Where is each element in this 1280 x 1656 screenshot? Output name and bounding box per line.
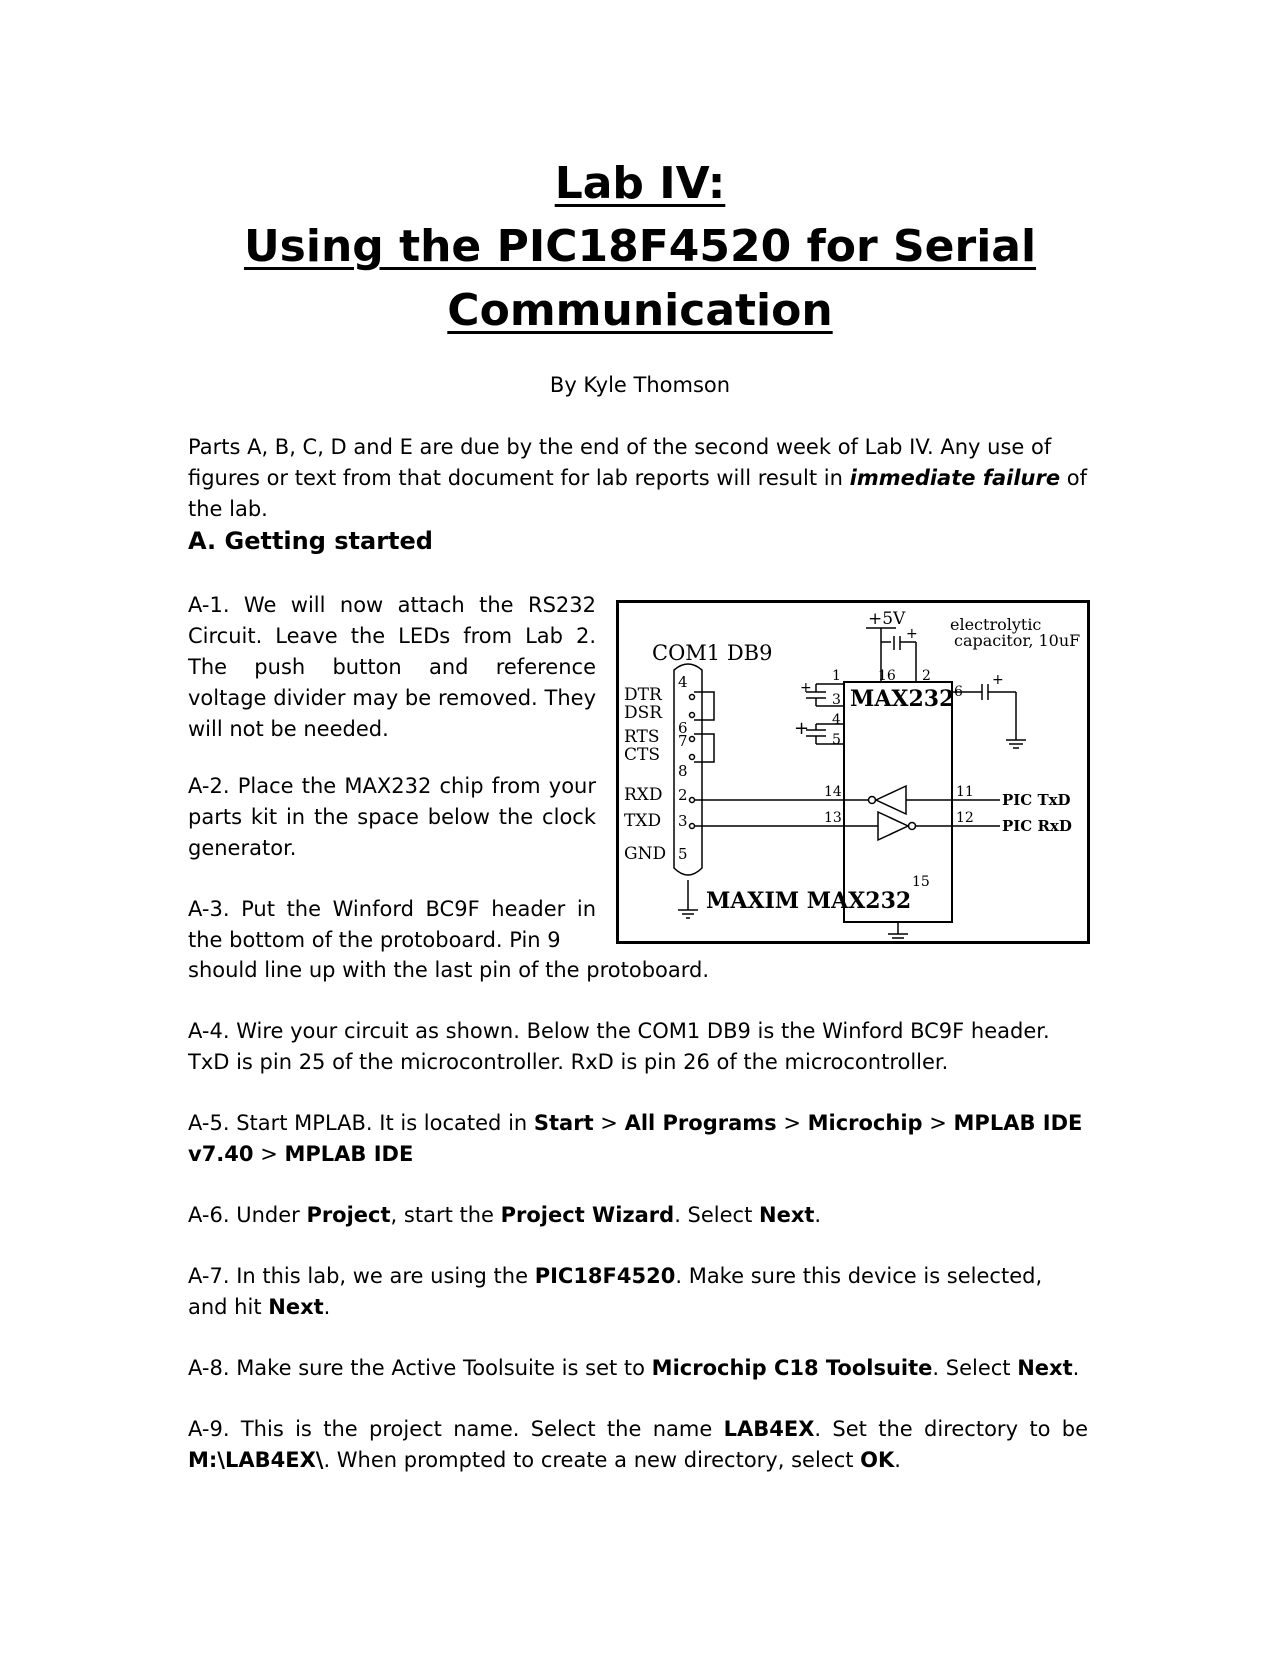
pic-rxd-label: PIC RxD bbox=[1002, 817, 1072, 835]
vcc-label: +5V bbox=[868, 609, 906, 629]
pin-label-rts: RTS bbox=[624, 727, 660, 747]
cap-plus-1: + bbox=[800, 680, 812, 696]
chip-label: MAX232 bbox=[850, 686, 955, 712]
chip-pin-6: 6 bbox=[954, 684, 963, 700]
db9-pin-2: 2 bbox=[678, 786, 688, 804]
pin-label-rxd: RXD bbox=[624, 785, 663, 805]
cap-plus-2: + bbox=[794, 718, 810, 739]
pic-txd-label: PIC TxD bbox=[1002, 791, 1071, 809]
chip-pin-4: 4 bbox=[832, 712, 841, 728]
step-a2: A-2. Place the MAX232 chip from your parts kit in the space below the clock generator. bbox=[188, 774, 596, 860]
db9-pin-4: 4 bbox=[678, 673, 688, 691]
chip-pin-11: 11 bbox=[956, 784, 974, 800]
max232-circuit-diagram bbox=[616, 600, 1090, 944]
chip-pin-16: 16 bbox=[878, 668, 896, 684]
db9-pin-3: 3 bbox=[678, 812, 688, 830]
title-line-3: Communication bbox=[447, 285, 833, 336]
com1-label: COM1 DB9 bbox=[652, 641, 773, 665]
db9-pin-8: 8 bbox=[678, 762, 688, 780]
chip-pin-14: 14 bbox=[824, 784, 842, 800]
chip-pin-3: 3 bbox=[832, 692, 841, 708]
chip-pin-1: 1 bbox=[832, 668, 841, 684]
step-a3-line1: A-3. Put the Winford BC9F header in the bottom of the protoboard. Pin 9 bbox=[188, 897, 596, 952]
db9-pin-7: 7 bbox=[678, 732, 688, 750]
title-line-1: Lab IV: bbox=[554, 158, 726, 209]
chip-pin-5: 5 bbox=[832, 732, 841, 748]
db9-pin-6: 6 bbox=[678, 719, 688, 737]
chip-pin-12: 12 bbox=[956, 810, 974, 826]
chip-pin-13: 13 bbox=[824, 810, 842, 826]
step-a4: A-4. Wire your circuit as shown. Below the COM1 DB9 is the Winford BC9F header. TxD is pin 25 of the microcontroller. RxD is pin 26 of the microcontroller. bbox=[188, 1019, 1050, 1074]
pin-label-gnd: GND bbox=[624, 844, 667, 864]
figure-caption: MAXIM MAX232 bbox=[706, 888, 912, 914]
pin-label-cts: CTS bbox=[624, 745, 660, 765]
cap-label-line1: electrolytic bbox=[950, 615, 1042, 634]
step-a3-line2: should line up with the last pin of the protoboard. bbox=[188, 958, 710, 982]
cap-plus-top: + bbox=[906, 626, 918, 642]
section-a-heading: A. Getting started bbox=[188, 527, 433, 555]
step-a9: A-9. This is the project name. Select the name LAB4EX. Set the directory to be M:\LAB4EX\. When prompted to create a new directory, select OK. bbox=[188, 1417, 1089, 1472]
step-a6: A-6. Under Project, start the Project Wizard. Select Next. bbox=[188, 1203, 822, 1227]
step-a5: A-5. Start MPLAB. It is located in Start > All Programs > Microchip > MPLAB IDE v7.40 > MPLAB IDE bbox=[188, 1111, 1083, 1166]
pin-label-dsr: DSR bbox=[624, 703, 663, 723]
cap-plus-3: + bbox=[992, 672, 1004, 688]
db9-pin-5: 5 bbox=[678, 845, 688, 863]
cap-label-line2: capacitor, 10uF bbox=[954, 631, 1081, 650]
chip-pin-2: 2 bbox=[922, 668, 931, 684]
step-a8: A-8. Make sure the Active Toolsuite is set to Microchip C18 Toolsuite. Select Next. bbox=[188, 1356, 1080, 1380]
pin-label-txd: TXD bbox=[624, 811, 662, 831]
step-a1: A-1. We will now attach the RS232 Circuit. Leave the LEDs from Lab 2. The push button and reference voltage divider may be removed. They will not be needed. bbox=[188, 593, 596, 741]
pin-label-dtr: DTR bbox=[624, 685, 662, 705]
chip-pin-15: 15 bbox=[912, 874, 930, 890]
author: By Kyle Thomson bbox=[549, 373, 731, 397]
step-a7: A-7. In this lab, we are using the PIC18F4520. Make sure this device is selected, and hit Next. bbox=[188, 1264, 1043, 1319]
title-line-2: Using the PIC18F4520 for Serial bbox=[243, 221, 1037, 272]
intro-paragraph: Parts A, B, C, D and E are due by the end of the second week of Lab IV. Any use of figures or text from that document for lab reports will result in immediate failure of the lab. bbox=[188, 435, 1087, 521]
